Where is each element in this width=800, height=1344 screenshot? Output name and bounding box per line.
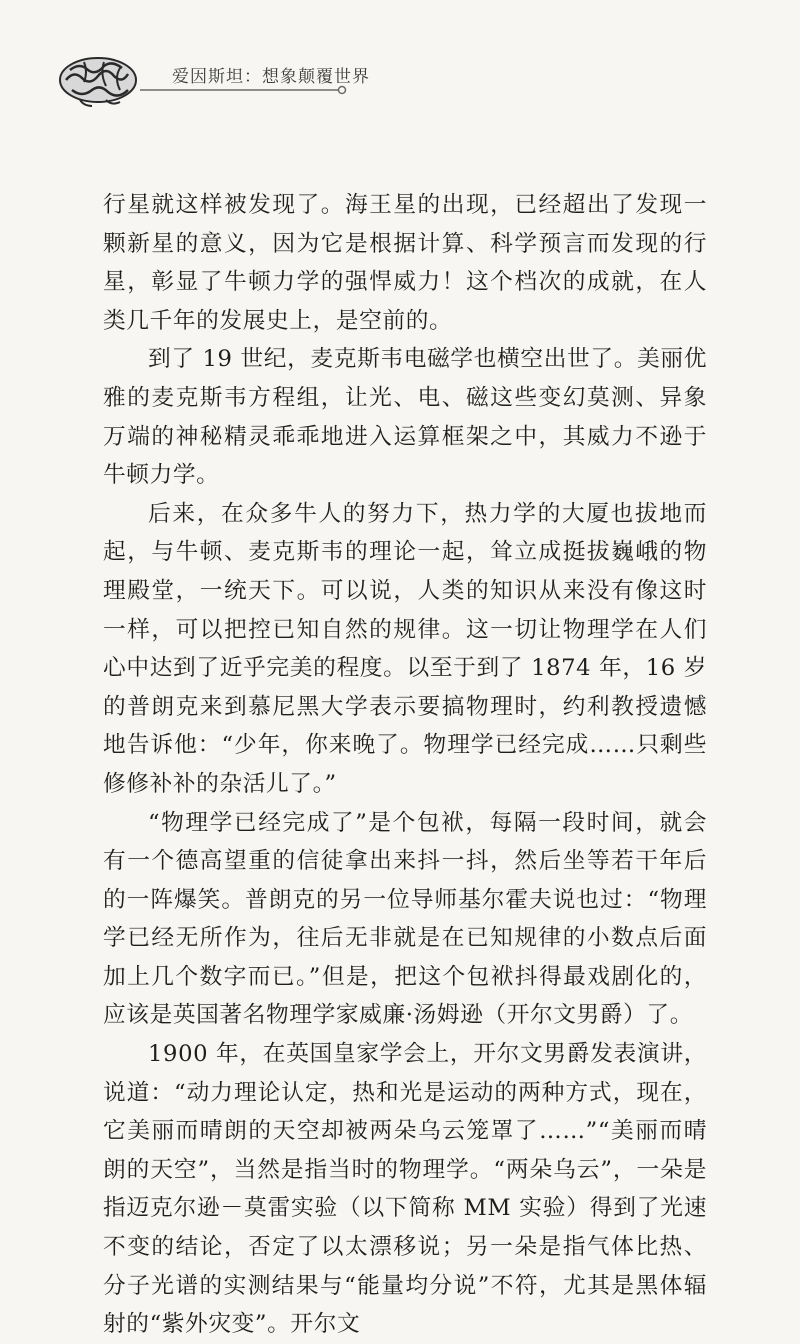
running-header-title: 爱因斯坦：想象颠覆世界 xyxy=(172,67,370,87)
page-header xyxy=(0,0,800,130)
paragraph-1: 行星就这样被发现了。海王星的出现，已经超出了发现一颗新星的意义，因为它是根据计算、科学预言而发现的行星，彰显了牛顿力学的强悍威力！这个档次的成就，在人类几千年的发展史上，是空前的。 xyxy=(103,192,707,334)
header-decoration xyxy=(0,0,800,130)
brain-icon xyxy=(60,58,136,106)
paragraph-2: 到了 19 世纪，麦克斯韦电磁学也横空出世了。美丽优雅的麦克斯韦方程组，让光、电、磁这些变幻莫测、异象万端的神秘精灵乖乖地进入运算框架之中，其威力不逊于牛顿力学。 xyxy=(103,346,707,489)
paragraph-4: “物理学已经完成了”是个包袱，每隔一段时间，就会有一个德高望重的信徒拿出来抖一抖，然后坐等若干年后的一阵爆笑。普朗克的另一位导师基尔霍夫说也过：“物理学已经无所作为，往后无非就是在已知规律的小数点后面加上几个数字而已。”但是，把这个包袱抖得最戏剧化的，应该是英国著名物理学家威廉·汤姆逊（开尔文男爵）了。 xyxy=(103,809,707,1029)
body-text xyxy=(103,186,707,1344)
paragraph-3: 后来，在众多牛人的努力下，热力学的大厦也拔地而起，与牛顿、麦克斯韦的理论一起，耸立成挺拔巍峨的物理殿堂，一统天下。可以说，人类的知识从来没有像这时一样，可以把控已知自然的规律。这一切让物理学在人们心中达到了近乎完美的程度。以至于到了 1874 年，16 岁的普朗克来到慕尼黑大学表示要搞物理时，约利教授遗憾地告诉他：“少年，你来晚了。物理学已经完成……只剩些修修补补的杂活儿了。” xyxy=(103,500,707,797)
header-rule-dot xyxy=(339,87,346,94)
paragraph-5: 1900 年，在英国皇家学会上，开尔文男爵发表演讲，说道：“动力理论认定，热和光是运动的两种方式，现在，它美丽而晴朗的天空却被两朵乌云笼罩了……”“美丽而晴朗的天空”，当然是指当时的物理学。“两朵乌云”，一朵是指迈克尔逊－莫雷实验（以下简称 MM 实验）得到了光速不变的结论，否定了以太漂移说；另一朵是指气体比热、分子光谱的实测结果与“能量均分说”不符，尤其是黑体辐射的“紫外灾变”。开尔文 xyxy=(103,1041,707,1338)
